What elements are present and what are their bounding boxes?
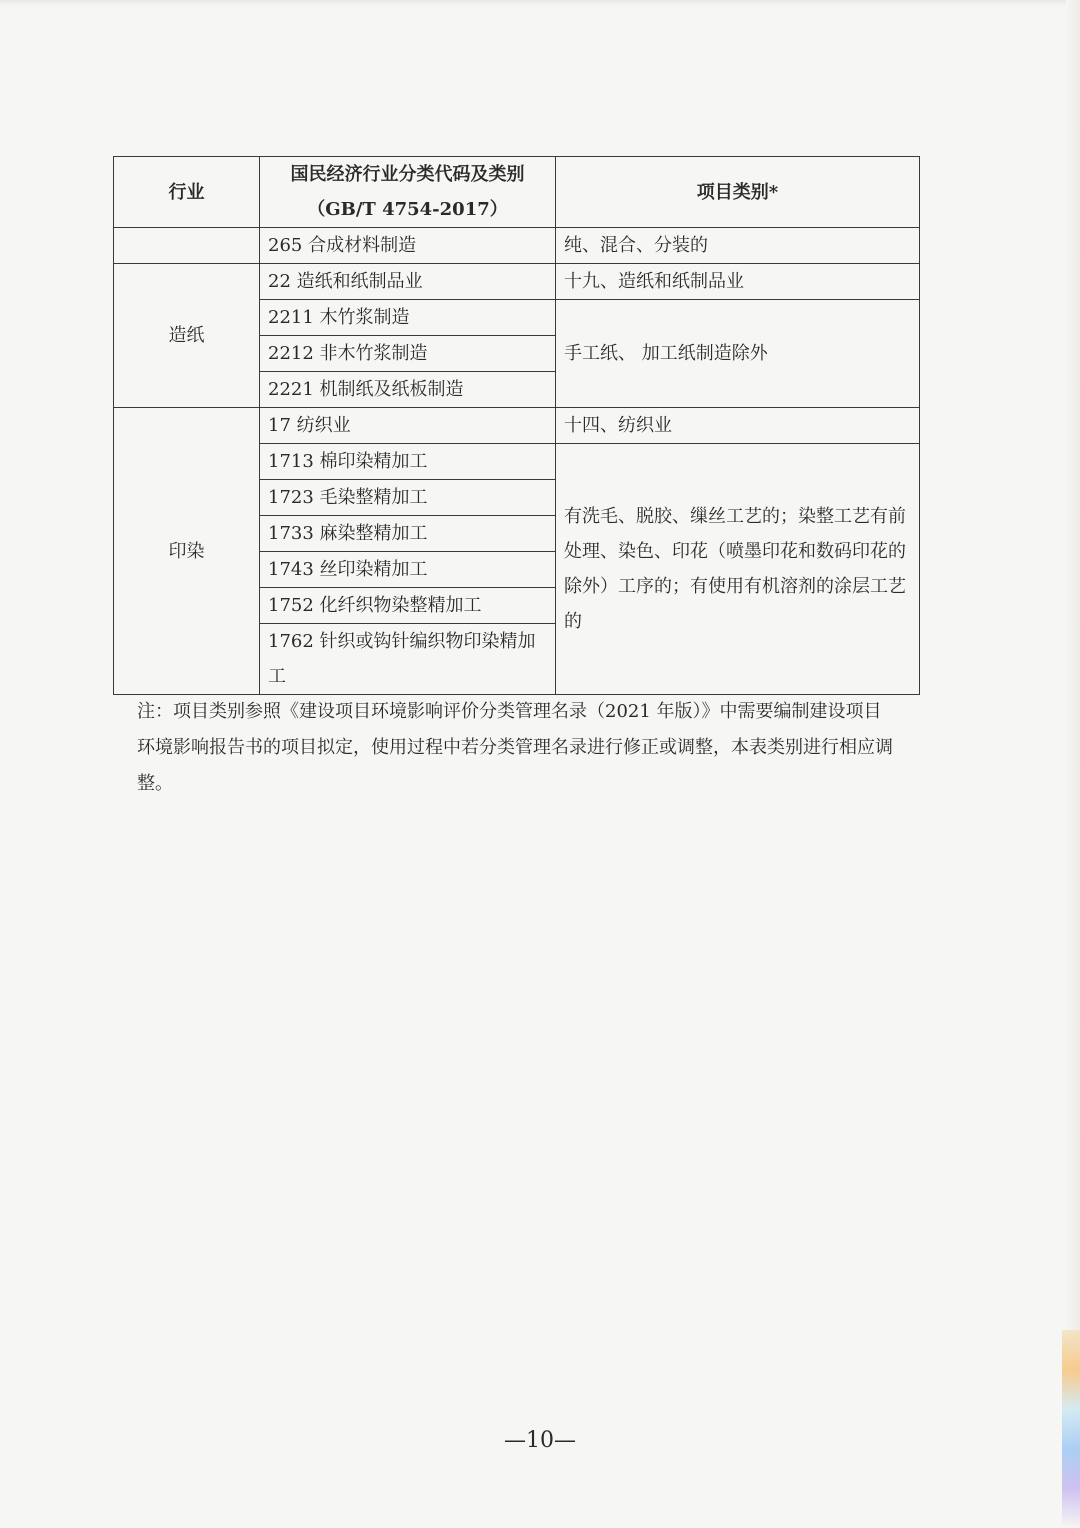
category-cell: 纯、混合、分装的	[556, 228, 920, 264]
header-code-line1: 国民经济行业分类代码及类别	[290, 164, 525, 185]
code-cell: 17 纺织业	[260, 408, 556, 444]
page-number: —10—	[504, 1428, 576, 1453]
category-cell: 手工纸、 加工纸制造除外	[556, 300, 920, 408]
code-cell: 1733 麻染整精加工	[260, 516, 556, 552]
code-cell: 265 合成材料制造	[260, 228, 556, 264]
header-code-line2: （GB/T 4754-2017）	[307, 199, 508, 220]
code-cell: 1752 化纤织物染整精加工	[260, 588, 556, 624]
code-cell: 2212 非木竹浆制造	[260, 336, 556, 372]
table-row	[114, 228, 920, 264]
industry-papermaking: 造纸	[114, 264, 260, 408]
category-cell: 有洗毛、脱胶、缫丝工艺的；染整工艺有前处理、染色、印花（喷墨印花和数码印花的除外）工序的；有使用有机溶剂的涂层工艺的	[556, 444, 920, 695]
code-cell: 1743 丝印染精加工	[260, 552, 556, 588]
table-note: 注：项目类别参照《建设项目环境影响评价分类管理名录（2021 年版）》中需要编制建设项目环境影响报告书的项目拟定，使用过程中若分类管理名录进行修正或调整，本表类别进行相应调整。	[137, 701, 893, 794]
header-industry: 行业	[114, 157, 260, 228]
industry-dyeing: 印染	[114, 408, 260, 695]
code-cell: 2211 木竹浆制造	[260, 300, 556, 336]
code-cell: 1723 毛染整精加工	[260, 480, 556, 516]
header-category: 项目类别*	[556, 157, 920, 228]
scan-edge	[1066, 0, 1080, 1528]
scan-edge	[0, 0, 1080, 6]
table-row	[114, 264, 920, 300]
table-header-row	[114, 157, 920, 228]
category-cell: 十九、造纸和纸制品业	[556, 264, 920, 300]
code-cell: 2221 机制纸及纸板制造	[260, 372, 556, 408]
table-row	[114, 408, 920, 444]
header-code	[260, 157, 556, 228]
code-cell: 1713 棉印染精加工	[260, 444, 556, 480]
category-cell: 十四、纺织业	[556, 408, 920, 444]
industry-cell-empty	[114, 228, 260, 264]
code-cell: 22 造纸和纸制品业	[260, 264, 556, 300]
code-cell: 1762 针织或钩针编织物印染精加工	[260, 624, 556, 695]
classification-table	[113, 156, 920, 695]
